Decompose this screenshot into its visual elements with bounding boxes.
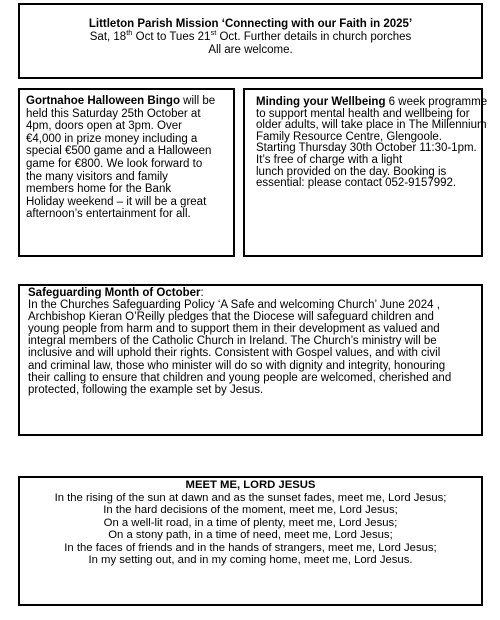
- prayer-line: On a stony path, in a time of need, meet me, Lord Jesus;: [108, 529, 393, 541]
- bingo-line: 4pm, doors open at 3pm. Over: [26, 120, 182, 133]
- safeguarding-line: young people from harm and to support them in their development as valued and: [28, 323, 440, 336]
- wellbeing-line: essential: please contact 052-9157992.: [256, 177, 457, 190]
- bingo-heading: Gortnahoe Halloween Bingo: [26, 95, 180, 107]
- bingo-line: Gortnahoe Halloween Bingo will be: [26, 95, 216, 107]
- mission-welcome: All are welcome.: [208, 44, 293, 56]
- prayer-title: MEET ME, LORD JESUS: [185, 479, 316, 491]
- safeguarding-heading: Safeguarding Month of October: [28, 287, 201, 299]
- prayer-line: On a well-lit road, in a time of plenty, meet me, Lord Jesus;: [103, 516, 398, 529]
- wellbeing-line: lunch provided on the day. Booking is: [256, 165, 447, 178]
- wellbeing-line: Minding your Wellbeing 6 week programme: [256, 96, 488, 108]
- safeguarding-line: Archbishop Kieran O’Reilly pledges that the Diocese will safeguard children and: [28, 311, 434, 324]
- wellbeing-line: to support mental health and wellbeing for: [256, 107, 470, 120]
- wellbeing-heading: Minding your Wellbeing: [256, 96, 386, 108]
- bingo-line: members home for the Bank: [26, 183, 172, 196]
- prayer-line: In my setting out, and in my coming home, meet me, Lord Jesus.: [88, 554, 413, 566]
- wellbeing-line: Family Resource Centre, Glengoole.: [256, 130, 442, 143]
- safeguarding-line: In the Churches Safeguarding Policy ‘A Safe and welcoming Church’ June 2024 ,: [28, 299, 440, 312]
- mission-title: Littleton Parish Mission ‘Connecting with our Faith in 2025’: [88, 18, 413, 30]
- safeguarding-heading-line: Safeguarding Month of October:: [28, 287, 204, 299]
- safeguarding-line: inclusive and will uphold their rights. Consistent with Gospel values, and with civil: [28, 347, 441, 360]
- wellbeing-line: It’s free of charge with a light: [256, 153, 403, 166]
- prayer-line: In the rising of the sun at dawn and as the sunset fades, meet me, Lord Jesus;: [54, 491, 447, 504]
- safeguarding-line: protected, following the example set by Jesus.: [28, 383, 264, 396]
- bingo-line: afternoon’s entertainment for all.: [26, 208, 191, 221]
- wellbeing-line: older adults, will take place in The Millennium: [256, 119, 487, 132]
- bingo-line: special €500 game and a Halloween: [26, 145, 212, 158]
- bingo-line: held this Saturday 25th October at: [26, 107, 201, 120]
- bingo-line: the many visitors and family: [26, 170, 168, 183]
- safeguarding-line: their calling to ensure that children and young people are welcomed, cherished and: [28, 371, 452, 384]
- bingo-line: game for €800. We look forward to: [26, 157, 203, 170]
- safeguarding-line: and criminal law, those who minister will do so with dignity and integrity, honouring: [28, 359, 446, 372]
- wellbeing-notice: [243, 88, 488, 257]
- parish-mission-notice: [18, 3, 483, 79]
- mission-dates: Sat, 18th Oct to Tues 21st Oct. Further details in church porches: [89, 28, 412, 43]
- safeguarding-line: integral members of the Catholic Church in Ireland. The Church’s ministry will be: [28, 335, 437, 348]
- prayer-box: [18, 476, 483, 606]
- safeguarding-notice: [18, 284, 483, 436]
- bingo-line: €4,000 in prize money including a: [26, 132, 198, 145]
- wellbeing-line: Starting Thursday 30th October 11:30-1pm.: [256, 142, 477, 155]
- bingo-notice: [18, 88, 235, 257]
- prayer-line: In the faces of friends and in the hands of strangers, meet me, Lord Jesus;: [64, 541, 437, 554]
- bingo-line: Holiday weekend – it will be a great: [26, 195, 207, 208]
- prayer-line: In the hard decisions of the moment, meet me, Lord Jesus;: [103, 504, 398, 516]
